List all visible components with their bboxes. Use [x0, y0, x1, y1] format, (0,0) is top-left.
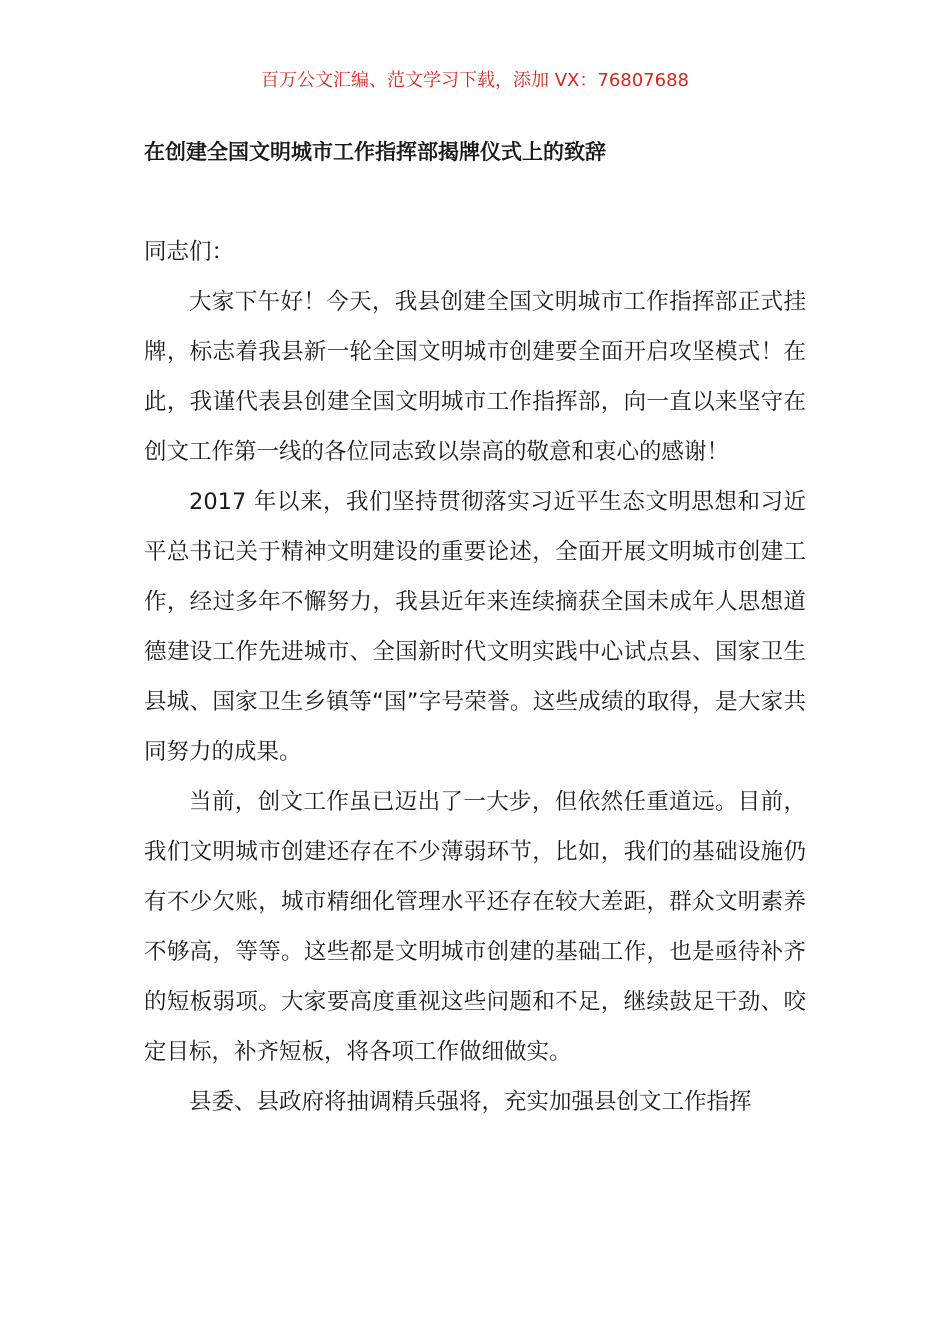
paragraph-1: 大家下午好！今天，我县创建全国文明城市工作指挥部正式挂牌，标志着我县新一轮全国文明城市创建要全面开启攻坚模式！在此，我谨代表县创建全国文明城市工作指挥部，向一直以来坚守在创文工作第一线的各位同志致以崇高的敬意和衷心的感谢！	[144, 289, 806, 465]
document-body	[144, 227, 806, 1127]
header-note: 百万公文汇编、范文学习下载，添加 VX：76807688	[261, 70, 689, 91]
paragraph-2: 2017 年以来，我们坚持贯彻落实习近平生态文明思想和习近平总书记关于精神文明建设的重要论述，全面开展文明城市创建工作，经过多年不懈努力，我县近年来连续摘获全国未成年人思想道德建设工作先进城市、全国新时代文明实践中心试点县、国家卫生县城、国家卫生乡镇等“国”字号荣誉。这些成绩的取得，是大家共同努力的成果。	[144, 489, 806, 765]
document-title: 在创建全国文明城市工作指挥部揭牌仪式上的致辞	[144, 140, 606, 164]
paragraph-3: 当前，创文工作虽已迈出了一大步，但依然任重道远。目前，我们文明城市创建还存在不少薄弱环节，比如，我们的基础设施仍有不少欠账，城市精细化管理水平还存在较大差距，群众文明素养不够高，等等。这些都是文明城市创建的基础工作，也是亟待补齐的短板弱项。大家要高度重视这些问题和不足，继续鼓足干劲、咬定目标，补齐短板，将各项工作做细做实。	[144, 789, 806, 1065]
salutation: 同志们：	[144, 239, 235, 265]
paragraph-4: 县委、县政府将抽调精兵强将，充实加强县创文工作指挥	[189, 1089, 752, 1115]
